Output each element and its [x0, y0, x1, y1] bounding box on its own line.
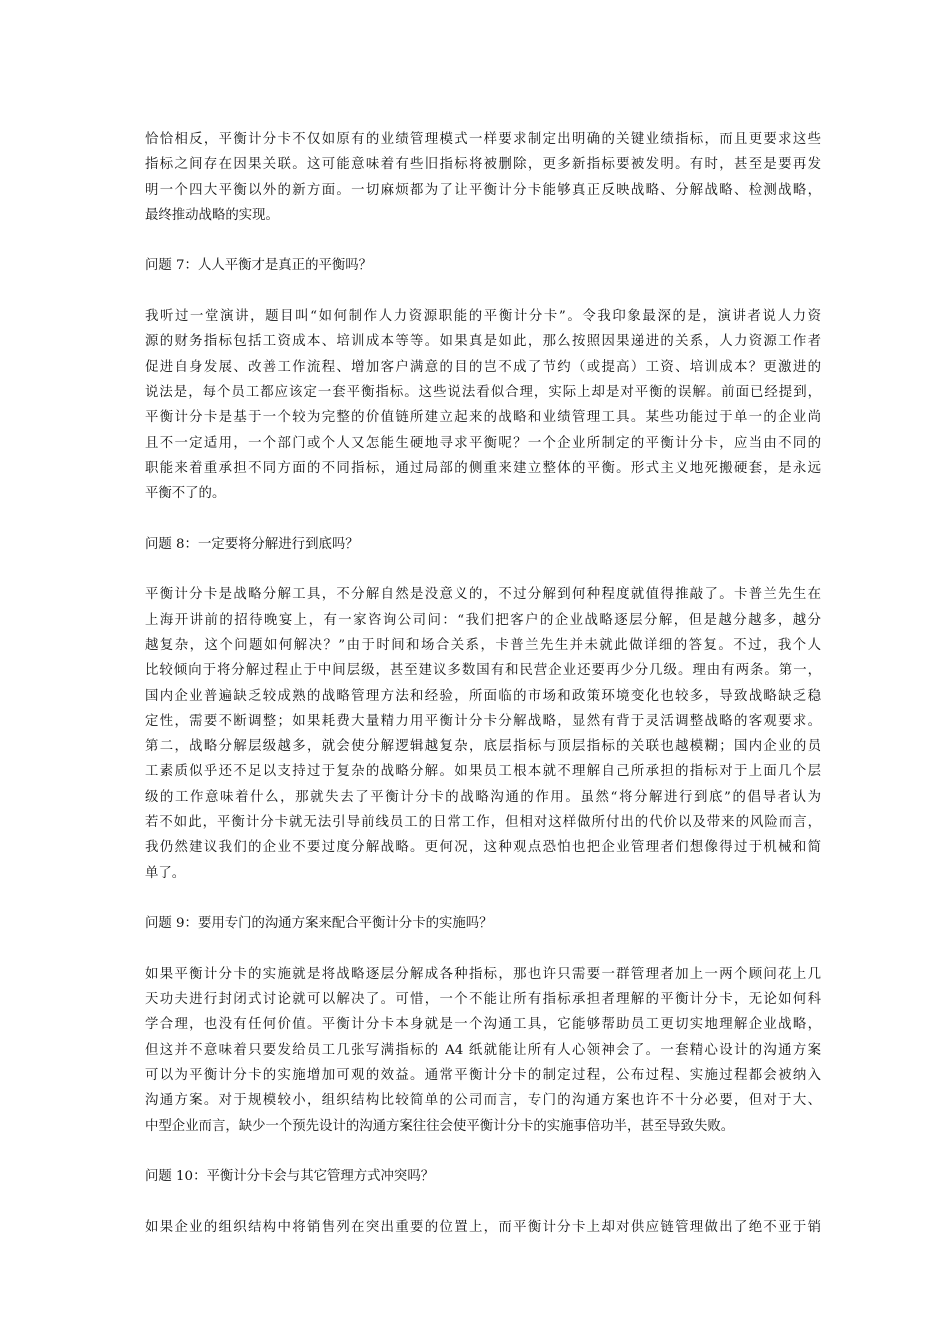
text-line: 若不如此，平衡计分卡就无法引导前线员工的日常工作，但相对这样做所付出的代价以及带来的风险而言， [145, 815, 821, 831]
text-line: 我听过一堂演讲，题目叫“如何制作人力资源职能的平衡计分卡”。令我印象最深的是，演讲者说人力资 [145, 309, 821, 325]
text-line: 平衡不了的。 [145, 486, 226, 502]
text-line: 天功夫进行封闭式讨论就可以解决了。可惜，一个不能让所有指标承担者理解的平衡计分卡，无论如何科 [145, 992, 821, 1008]
text-line: 越复杂，这个问题如何解决？”由于时间和场合关系，卡普兰先生并未就此做详细的答复。不过，我个人 [145, 637, 821, 653]
text-line: 第二，战略分解层级越多，就会使分解逻辑越复杂，底层指标与顶层指标的关联也越模糊；国内企业的员 [145, 739, 821, 755]
text-line: 比较倾向于将分解过程止于中间层级，甚至建议多数国有和民营企业还要再少分几级。理由有两条。第一， [145, 663, 821, 679]
paragraph-gap [145, 228, 821, 253]
text-line: 如果企业的组织结构中将销售列在突出重要的位置上，而平衡计分卡上却对供应链管理做出了绝不亚于销 [145, 1219, 821, 1235]
text-line: 职能来着重承担不同方面的不同指标，通过局部的侧重来建立整体的平衡。形式主义地死搬硬套，是永远 [145, 460, 821, 476]
text-line: 我仍然建议我们的企业不要过度分解战略。更何况，这种观点恐怕也把企业管理者们想像得过于机械和简 [145, 840, 821, 856]
text-line: 级的工作意味着什么，那就失去了平衡计分卡的战略沟通的作用。虽然“将分解进行到底”的倡导者认为 [145, 789, 821, 805]
paragraph-gap [145, 557, 821, 582]
text-line: 平衡计分卡是战略分解工具，不分解自然是没意义的，不过分解到何种程度就值得推敲了。卡普兰先生在 [145, 587, 821, 603]
paragraph-gap [145, 1139, 821, 1164]
text-line: 但这并不意味着只要发给员工几张写满指标的 A4 纸就能让所有人心领神会了。一套精心设计的沟通方案 [145, 1042, 821, 1058]
body-paragraph [145, 304, 821, 506]
text-line: 促进自身发展、改善工作流程、增加客户满意的目的岂不成了节约（或提高）工资、培训成本？更激进的 [145, 359, 821, 375]
paragraph-gap [145, 506, 821, 531]
body-paragraph [145, 582, 821, 886]
text-line: 中型企业而言，缺少一个预先设计的沟通方案往往会使平衡计分卡的实施事倍功半，甚至导致失败。 [145, 1118, 735, 1134]
text-line: 问题 7：人人平衡才是真正的平衡吗？ [145, 258, 373, 274]
question-heading [145, 1164, 821, 1189]
text-line: 恰恰相反，平衡计分卡不仅如原有的业绩管理模式一样要求制定出明确的关键业绩指标，而且更要求这些 [145, 132, 821, 147]
text-line: 学合理，也没有任何价值。平衡计分卡本身就是一个沟通工具，它能够帮助员工更切实地理解企业战略， [145, 1017, 821, 1033]
text-line: 源的财务指标包括工资成本、培训成本等等。如果真是如此，那么按照因果递进的关系，人力资源工作者 [145, 334, 821, 350]
paragraph-gap [145, 937, 821, 962]
text-line: 且不一定适用，一个部门或个人又怎能生硬地寻求平衡呢？一个企业所制定的平衡计分卡，应当由不同的 [145, 435, 821, 451]
document-page [145, 127, 821, 1240]
text-line: 国内企业普遍缺乏较成熟的战略管理方法和经验，所面临的市场和政策环境变化也较多，导致战略缺乏稳 [145, 688, 821, 704]
question-heading [145, 253, 821, 278]
text-line: 问题 8：一定要将分解进行到底吗？ [145, 536, 359, 552]
text-line: 工素质似乎还不足以支持过于复杂的战略分解。如果员工根本就不理解自己所承担的指标对于上面几个层 [145, 764, 821, 780]
text-line: 可以为平衡计分卡的实施增加可观的效益。通常平衡计分卡的制定过程，公布过程、实施过程都会被纳入 [145, 1067, 821, 1083]
text-line: 说法是，每个员工都应该定一套平衡指标。这些说法看似合理，实际上却是对平衡的误解。前面已经提到， [145, 384, 821, 400]
text-line: 定性，需要不断调整；如果耗费大量精力用平衡计分卡分解战略，显然有背于灵活调整战略的客观要求。 [145, 713, 821, 729]
text-line: 明一个四大平衡以外的新方面。一切麻烦都为了让平衡计分卡能够真正反映战略、分解战略、检测战略， [145, 182, 821, 198]
text-line: 问题 9：要用专门的沟通方案来配合平衡计分卡的实施吗？ [145, 916, 493, 932]
body-paragraph [145, 1215, 821, 1240]
question-heading [145, 911, 821, 936]
text-line: 最终推动战略的实现。 [145, 207, 279, 223]
text-line: 单了。 [145, 865, 186, 881]
question-heading [145, 532, 821, 557]
text-line: 平衡计分卡是基于一个较为完整的价值链所建立起来的战略和业绩管理工具。某些功能过于单一的企业尚 [145, 410, 821, 426]
text-line: 沟通方案。对于规模较小，组织结构比较简单的公司而言，专门的沟通方案也许不十分必要，但对于大、 [145, 1093, 821, 1109]
paragraph-gap [145, 1189, 821, 1214]
text-line: 指标之间存在因果关联。这可能意味着有些旧指标将被删除，更多新指标要被发明。有时，甚至是要再发 [145, 157, 821, 173]
text-line: 问题 10：平衡计分卡会与其它管理方式冲突吗？ [145, 1169, 435, 1185]
text-line: 如果平衡计分卡的实施就是将战略逐层分解成各种指标，那也许只需要一群管理者加上一两个顾问花上几 [145, 966, 821, 982]
body-paragraph [145, 962, 821, 1139]
paragraph-gap [145, 279, 821, 304]
paragraph-gap [145, 886, 821, 911]
body-paragraph [145, 127, 821, 228]
text-line: 上海开讲前的招待晚宴上，有一家咨询公司问：“我们把客户的企业战略逐层分解，但是越分越多，越分 [145, 612, 821, 628]
